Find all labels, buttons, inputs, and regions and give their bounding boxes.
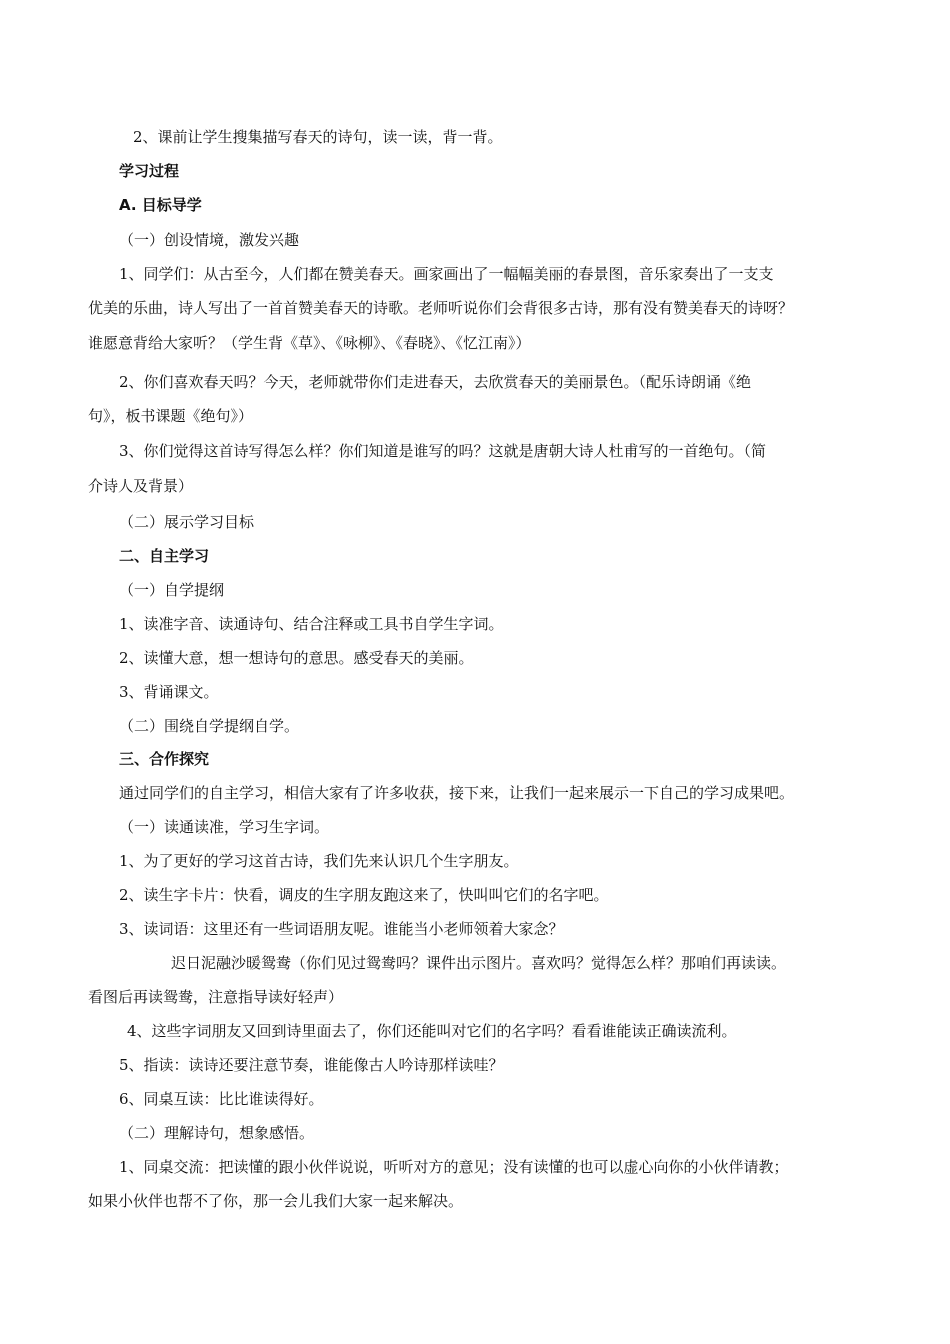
section-heading: 学习过程 [119, 162, 180, 180]
text-line: 如果小伙伴也帮不了你，那一会儿我们大家一起来解决。 [88, 1192, 464, 1210]
text-line: 1、同桌交流：把读懂的跟小伙伴说说，听听对方的意见；没有读懂的也可以虚心向你的小伙伴请教； [119, 1158, 789, 1176]
text-line: 1、同学们：从古至今，人们都在赞美春天。画家画出了一幅幅美丽的春景图，音乐家奏出了一支支 [119, 265, 774, 283]
text-line: （二）展示学习目标 [119, 513, 255, 531]
text-line: 6、同桌互读：比比谁读得好。 [119, 1090, 324, 1108]
text-line: （一）自学提纲 [119, 581, 225, 599]
text-line: 4、这些字词朋友又回到诗里面去了，你们还能叫对它们的名字吗？看看谁能读正确读流利。 [127, 1022, 737, 1040]
text-line: 介诗人及背景） [88, 477, 194, 495]
text-line: 1、读准字音、读通诗句、结合注释或工具书自学生字词。 [119, 615, 504, 633]
text-line: （二）理解诗句，想象感悟。 [119, 1124, 315, 1142]
text-line: 3、你们觉得这首诗写得怎么样？你们知道是谁写的吗？这就是唐朝大诗人杜甫写的一首绝句。（简 [119, 442, 767, 460]
text-line: 3、读词语：这里还有一些词语朋友呢。谁能当小老师领着大家念？ [119, 920, 564, 938]
text-line: 2、读懂大意，想一想诗句的意思。感受春天的美丽。 [119, 649, 474, 667]
text-line: （一）读通读准，学习生字词。 [119, 818, 330, 836]
section-heading: 二、自主学习 [119, 547, 210, 565]
text-line: （二）围绕自学提纲自学。 [119, 717, 300, 735]
text-line: 通过同学们的自主学习，相信大家有了许多收获，接下来，让我们一起来展示一下自己的学习成果吧。 [119, 784, 795, 802]
text-line: （一）创设情境，激发兴趣 [119, 231, 300, 249]
text-line: 句》，板书课题《绝句》） [88, 407, 254, 425]
section-heading: A. 目标导学 [119, 196, 202, 214]
text-line: 谁愿意背给大家听？（学生背《草》、《咏柳》、《春晓》、《忆江南》） [88, 334, 531, 352]
text-line: 5、指读：读诗还要注意节奏，谁能像古人吟诗那样读哇？ [119, 1056, 504, 1074]
section-heading: 三、合作探究 [119, 750, 210, 768]
text-line: 3、背诵课文。 [119, 683, 219, 701]
text-line: 看图后再读鸳鸯，注意指导读好轻声） [88, 988, 344, 1006]
text-line: 1、为了更好的学习这首古诗，我们先来认识几个生字朋友。 [119, 852, 519, 870]
text-line: 2、你们喜欢春天吗？今天，老师就带你们走进春天，去欣赏春天的美丽景色。（配乐诗朗诵《绝 [119, 373, 752, 391]
text-line: 优美的乐曲，诗人写出了一首首赞美春天的诗歌。老师听说你们会背很多古诗，那有没有赞美春天的诗呀？ [88, 299, 794, 317]
text-line: 迟日泥融沙暖鸳鸯（你们见过鸳鸯吗？课件出示图片。喜欢吗？觉得怎么样？那咱们再读读。 [171, 954, 787, 972]
text-line: 2、读生字卡片：快看，调皮的生字朋友跑这来了，快叫叫它们的名字吧。 [119, 886, 609, 904]
text-line: 2、课前让学生搜集描写春天的诗句，读一读，背一背。 [133, 128, 503, 146]
